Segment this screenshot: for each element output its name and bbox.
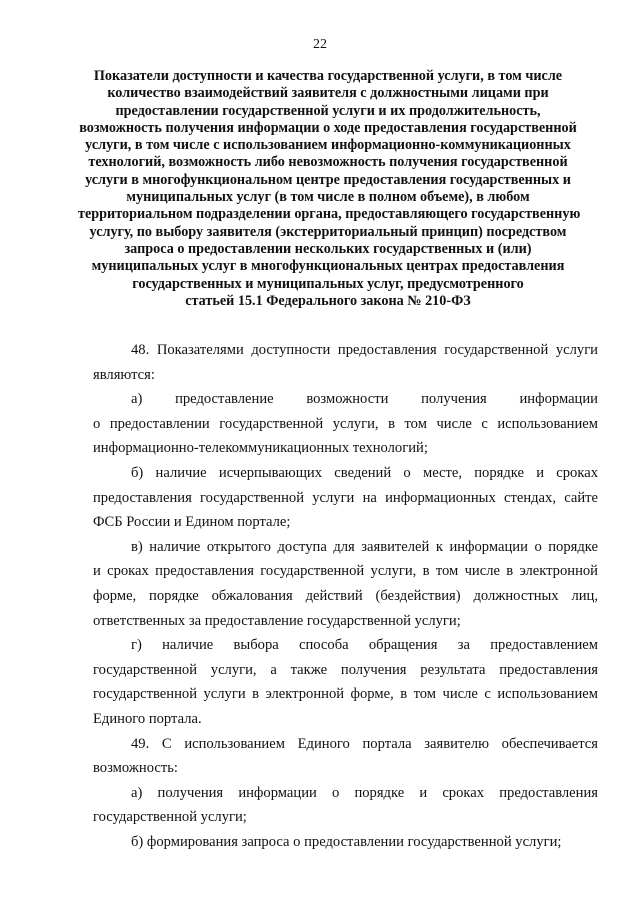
paragraph-48-v xyxy=(93,535,598,633)
text-line: государственной услуги, а также получения результата предоставления xyxy=(93,661,598,678)
paragraph-48-g xyxy=(93,633,598,731)
text-line: ответственных за предоставление государственной услуги; xyxy=(93,612,461,629)
text-line: государственной услуги в электронной форме, в том числе с использованием xyxy=(93,686,598,703)
text-line: предоставления государственной услуги на информационных стендах, сайте xyxy=(93,489,598,506)
text-line: б) формирования запроса о предоставлении государственной услуги; xyxy=(131,833,562,850)
text-line: г) наличие выбора способа обращения за предоставлением xyxy=(131,637,598,654)
text-line: 49. С использованием Единого портала заявителю обеспечивается xyxy=(131,735,598,752)
text-line: а) получения информации о порядке и сроках предоставления xyxy=(131,784,598,801)
document-body xyxy=(93,338,598,854)
paragraph-48 xyxy=(93,338,598,387)
heading-line: технологий, возможность либо невозможность получения государственной xyxy=(88,154,568,171)
text-line: и сроках предоставления государственной услуги, в том числе в электронной xyxy=(93,563,598,580)
text-line: б) наличие исчерпывающих сведений о месте, порядке и сроках xyxy=(131,464,598,481)
text-line: являются: xyxy=(93,366,155,383)
text-line: возможность: xyxy=(93,760,178,777)
heading-line: муниципальных услуг (в том числе в полном объеме), в любом xyxy=(126,189,530,206)
text-line: государственной услуги; xyxy=(93,809,247,826)
section-heading xyxy=(78,68,581,310)
text-line: информационно-телекоммуникационных технологий; xyxy=(93,440,428,457)
heading-line: статьей 15.1 Федерального закона № 210-ФЗ xyxy=(185,292,471,309)
text-line: в) наличие открытого доступа для заявителей к информации о порядке xyxy=(131,538,598,555)
text-line: о предоставлении государственной услуги, в том числе с использованием xyxy=(93,415,598,432)
paragraph-49 xyxy=(93,732,598,781)
page-number: 22 xyxy=(313,37,327,52)
paragraph-49-a xyxy=(93,781,598,830)
heading-line: территориальном подразделении органа, предоставляющего государственную xyxy=(78,206,581,223)
heading-line: услугу, по выбору заявителя (экстерриториальный принцип) посредством xyxy=(89,223,567,240)
heading-line: запроса о предоставлении нескольких государственных и (или) xyxy=(124,240,532,257)
text-line: Единого портала. xyxy=(93,710,202,727)
heading-line: количество взаимодействий заявителя с должностными лицами при xyxy=(107,85,549,102)
paragraph-48-b xyxy=(93,461,598,535)
text-line: ФСБ России и Едином портале; xyxy=(93,514,291,531)
heading-line: услуги в многофункциональном центре предоставления государственных и xyxy=(85,171,571,188)
heading-line: государственных и муниципальных услуг, предусмотренного xyxy=(132,275,524,292)
paragraph-49-b xyxy=(93,830,598,855)
heading-line: муниципальных услуг в многофункциональных центрах предоставления xyxy=(91,258,565,275)
heading-line: предоставлении государственной услуги и их продолжительность, xyxy=(115,102,541,119)
heading-line: возможность получения информации о ходе предоставления государственной xyxy=(79,119,577,136)
heading-line: услуги, в том числе с использованием информационно-коммуникационных xyxy=(85,137,571,154)
text-line: 48. Показателями доступности предоставления государственной услуги xyxy=(131,342,598,358)
paragraph-48-a xyxy=(93,387,598,461)
text-line: форме, порядке обжалования действий (бездействия) должностных лиц, xyxy=(93,587,598,604)
text-line: а) предоставление возможности получения информации xyxy=(131,391,598,408)
heading-line: Показатели доступности и качества государственной услуги, в том числе xyxy=(93,68,563,84)
